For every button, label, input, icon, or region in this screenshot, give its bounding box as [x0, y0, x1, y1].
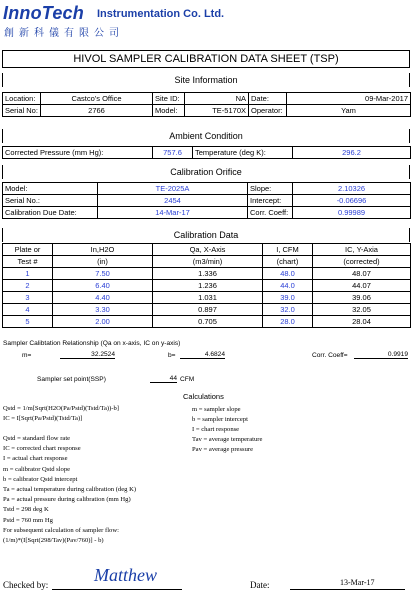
cal-cell-plate: 5	[3, 316, 53, 328]
cal-cell-ic: 32.05	[313, 304, 411, 316]
setpoint-value: 44	[150, 375, 177, 383]
temperature-label: Temperature (deg K):	[193, 147, 293, 159]
site-info-heading: Site Information	[2, 73, 410, 87]
ambient-table	[2, 146, 411, 159]
orifice-table	[2, 182, 411, 219]
cal-cell-plate: 3	[3, 292, 53, 304]
orifice-model-value: TE-2025A	[98, 183, 248, 195]
definitions-left	[3, 434, 136, 546]
cal-header-row	[3, 256, 411, 268]
table-row	[3, 268, 411, 280]
date-label: Date:	[249, 93, 287, 105]
corr-coeff-label: Corr. Coeff:	[248, 207, 293, 219]
location-label: Location:	[3, 93, 41, 105]
formula-ic: IC = I[Sqrt(Pa/Pstd)(Tstd/Ta)]	[3, 415, 83, 422]
cal-header-plate: Plate or	[3, 244, 53, 256]
cal-header-ic: (corrected)	[313, 256, 411, 268]
pressure-label: Corrected Pressure (mm Hg):	[3, 147, 153, 159]
definition-line: Ta = actual temperature during calibration (deg K)	[3, 486, 137, 494]
operator-value: Yam	[287, 105, 411, 117]
company-chinese-name: 創新科儀有限公司	[4, 28, 124, 39]
site-id-label: Site ID:	[153, 93, 185, 105]
cal-header-qa: Qa, X-Axis	[153, 244, 263, 256]
m-value: 32.2524	[60, 351, 115, 359]
definition-line: Pav = average pressure	[192, 446, 254, 453]
table-row	[3, 304, 411, 316]
cal-header-in-h2o: In,H2O	[53, 244, 153, 256]
cal-header-qa: (m3/min)	[153, 256, 263, 268]
slope-label: Slope:	[248, 183, 293, 195]
definition-line: Pstd = 760 mm Hg	[3, 516, 53, 524]
formula-qstd: Qstd = 1/m[Sqrt(H2O(Pa/Pstd)(Tstd/Ta))-b]	[3, 405, 119, 412]
site-info-table	[2, 92, 411, 117]
cal-header-plate: Test #	[3, 256, 53, 268]
date-value: 09-Mar-2017	[287, 93, 411, 105]
setpoint-unit: CFM	[180, 376, 195, 383]
m-label: m=	[22, 352, 32, 359]
b-label: b=	[168, 352, 176, 359]
model-label: Model:	[153, 105, 185, 117]
cal-cell-in-h2o: 2.00	[53, 316, 153, 328]
definition-line: Tstd = 298 deg K	[3, 506, 49, 514]
definition-line: Tav = average temperature	[192, 436, 263, 443]
cal-cell-i-cfm: 39.0	[263, 292, 313, 304]
intercept-value: -0.06696	[293, 195, 411, 207]
cal-cell-in-h2o: 4.40	[53, 292, 153, 304]
cal-header-i-cfm: I, CFM	[263, 244, 313, 256]
definition-line: m = sampler slope	[192, 406, 241, 413]
sheet-title: HIVOL SAMPLER CALIBRATION DATA SHEET (TSP)	[2, 50, 410, 68]
relationship-title: Sampler Calibtation Relationship (Qa on x-axis, IC on y-axis)	[3, 340, 181, 347]
definition-line: I = chart response	[192, 426, 240, 433]
cal-cell-ic: 39.06	[313, 292, 411, 304]
due-date-value: 14-Mar-17	[98, 207, 248, 219]
definition-line: m = calibrator Qstd slope	[3, 465, 71, 473]
ambient-heading: Ambient Condition	[2, 129, 410, 143]
cal-cell-i-cfm: 32.0	[263, 304, 313, 316]
definition-line: For subsequent calculation of sampler flow:	[3, 526, 119, 534]
cal-cell-qa: 0.705	[153, 316, 263, 328]
definition-line: b = calibrator Qstd intercept	[3, 475, 78, 483]
cal-cell-ic: 44.07	[313, 280, 411, 292]
cal-cell-plate: 1	[3, 268, 53, 280]
serial-label: Serial No:	[3, 105, 41, 117]
cal-header-row	[3, 244, 411, 256]
date-line	[290, 589, 405, 590]
checked-by-label: Checked by:	[3, 580, 49, 590]
model-value: TE-5170X	[185, 105, 249, 117]
pressure-value: 757.6	[153, 147, 193, 159]
cal-cell-in-h2o: 6.40	[53, 280, 153, 292]
cal-cell-i-cfm: 48.0	[263, 268, 313, 280]
footer-date-label: Date:	[250, 580, 270, 590]
cal-header-ic: IC, Y-Axia	[313, 244, 411, 256]
orifice-heading: Calibration Orifice	[2, 165, 410, 179]
cal-cell-ic: 28.04	[313, 316, 411, 328]
cal-cell-qa: 1.336	[153, 268, 263, 280]
due-date-label: Calibration Due Date:	[3, 207, 98, 219]
corr-value: 0.9919	[354, 351, 408, 359]
table-row	[3, 292, 411, 304]
orifice-serial-value: 2454	[98, 195, 248, 207]
definitions-right	[192, 405, 262, 455]
cal-cell-i-cfm: 28.0	[263, 316, 313, 328]
intercept-label: Intercept:	[248, 195, 293, 207]
definition-line: Qstd = standard flow rate	[3, 435, 71, 442]
definition-line: I = actual chart response	[3, 455, 68, 463]
cal-header-in-h2o: (in)	[53, 256, 153, 268]
signature: Matthew	[94, 565, 157, 585]
calculations-heading: Calculations	[183, 392, 224, 401]
corr-label: Corr. Coeff=	[312, 352, 348, 359]
location-value: Castco's Office	[41, 93, 153, 105]
b-value: 4.6824	[180, 351, 225, 359]
site-id-value: NA	[185, 93, 249, 105]
operator-label: Operator:	[249, 105, 287, 117]
cal-data-heading: Calibration Data	[2, 228, 410, 242]
calibration-data-table	[2, 243, 411, 328]
table-row	[3, 280, 411, 292]
signature-line	[52, 589, 182, 590]
cal-cell-qa: 1.031	[153, 292, 263, 304]
definition-line: Pa = actual pressure during calibration (mm Hg)	[3, 496, 131, 504]
corr-coeff-value: 0.99989	[293, 207, 411, 219]
cal-cell-qa: 0.897	[153, 304, 263, 316]
cal-cell-in-h2o: 7.50	[53, 268, 153, 280]
cal-cell-plate: 4	[3, 304, 53, 316]
temperature-value: 296.2	[293, 147, 411, 159]
table-row	[3, 316, 411, 328]
cal-cell-qa: 1.236	[153, 280, 263, 292]
company-name: Instrumentation Co. Ltd.	[97, 8, 225, 20]
cal-cell-ic: 48.07	[313, 268, 411, 280]
orifice-model-label: Model:	[3, 183, 98, 195]
orifice-serial-label: Serial No.:	[3, 195, 98, 207]
definition-line: (1/m)*(I[Sqrt(298/Tav)(Pav/760)] - b)	[3, 537, 104, 545]
company-logo: InnoTech	[3, 3, 84, 23]
footer-date-value: 13-Mar-17	[340, 578, 375, 587]
cal-cell-plate: 2	[3, 280, 53, 292]
cal-cell-i-cfm: 44.0	[263, 280, 313, 292]
definition-line: b = sampler intercept	[192, 416, 248, 423]
setpoint-label: Sampler set point(SSP)	[37, 376, 106, 383]
cal-cell-in-h2o: 3.30	[53, 304, 153, 316]
definition-line: IC = corrected chart response	[3, 445, 81, 453]
slope-value: 2.10326	[293, 183, 411, 195]
serial-value: 2766	[41, 105, 153, 117]
cal-header-i-cfm: (chart)	[263, 256, 313, 268]
